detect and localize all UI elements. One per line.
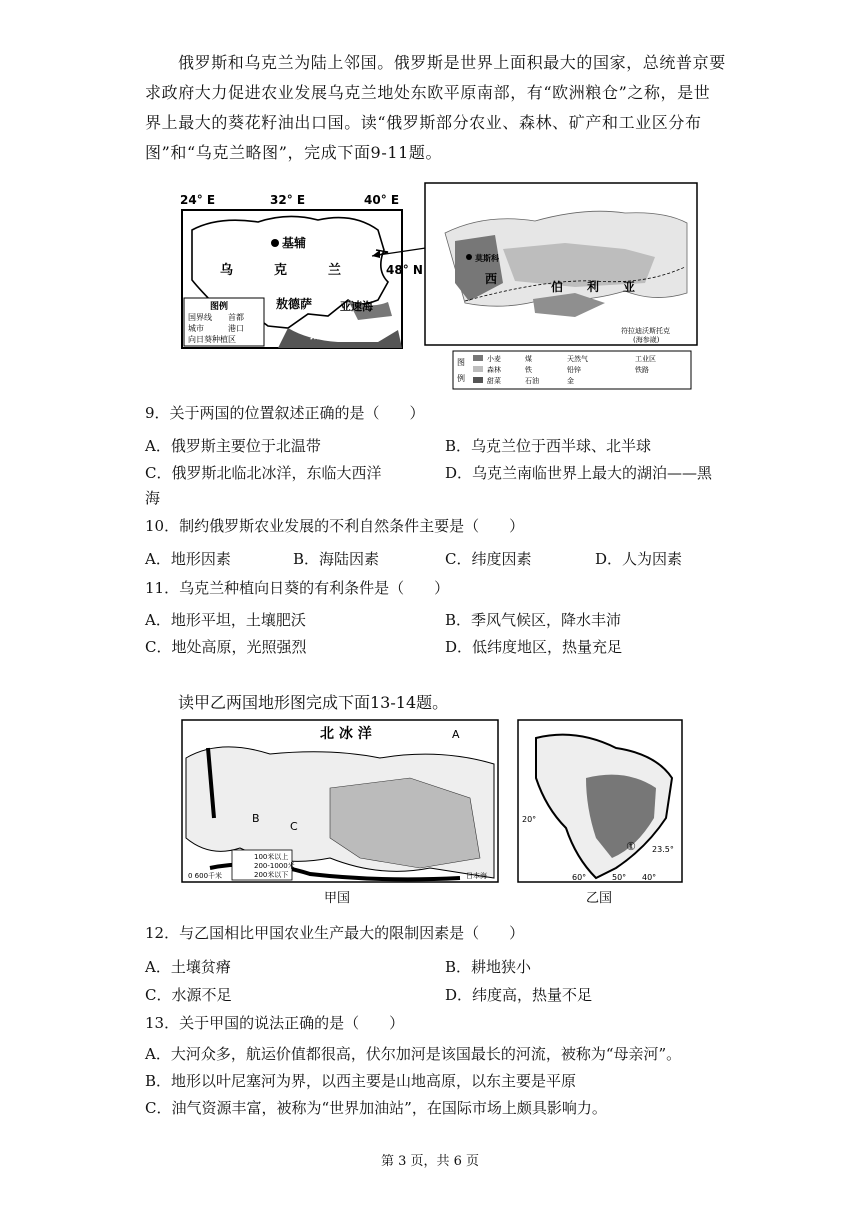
- q12-option-c: C．水源不足: [145, 986, 232, 1004]
- q10-option-c: C．纬度因素: [445, 550, 532, 568]
- map1-legend-1: 国界线: [188, 313, 212, 322]
- q9-option-b: B．乌克兰位于西半球、北半球: [445, 437, 652, 455]
- map4-lon2: 50°: [612, 873, 627, 882]
- map2-moscow: 莫斯科: [475, 254, 499, 263]
- q12-stem: 12．与乙国相比甲国农业生产最大的限制因素是（ ）: [145, 924, 525, 942]
- q11-stem: 11．乌克兰种植向日葵的有利条件是（ ）: [145, 579, 450, 597]
- map1-legend-2: 首都: [228, 313, 244, 322]
- map1-country-3: 兰: [328, 263, 342, 278]
- map2-legend-3: 天然气: [567, 355, 588, 363]
- map2-region-2: 伯: [551, 280, 564, 294]
- page-footer: 第 3 页，共 6 页: [380, 1154, 480, 1169]
- russia-distribution-map: [425, 183, 700, 393]
- map1-legend-4: 港口: [228, 324, 244, 333]
- q9-option-d: D．乌克兰南临世界上最大的湖泊——黑: [445, 464, 713, 482]
- map2-legend-9: 甜菜: [487, 377, 501, 385]
- q11-option-c: C．地处高原，光照强烈: [145, 638, 307, 656]
- map4-lat2: 23.5°: [652, 845, 674, 854]
- ukraine-map: [178, 190, 423, 350]
- map1-capital: 基辅: [282, 236, 307, 250]
- intro-line-2: 求政府大力促进农业发展乌克兰地处东欧平原南部，有“欧洲粮仓”之称，是世: [145, 83, 711, 102]
- map3-legend-3: 200米以下: [254, 871, 289, 879]
- q10-option-b: B．海陆因素: [293, 550, 380, 568]
- intro-line-3: 界上最大的葵花籽油出口国。读“俄罗斯部分农业、森林、矿产和工业区分布: [145, 113, 702, 132]
- map1-lat: 48° N: [386, 263, 423, 277]
- map3-legend-1: 100米以上: [254, 853, 289, 861]
- intro-line-4: 图”和“乌克兰略图”，完成下面9-11题。: [145, 143, 443, 162]
- q11-option-b: B．季风气候区，降水丰沛: [445, 611, 622, 629]
- intro-line-1: 俄罗斯和乌克兰为陆上邻国。俄罗斯是世界上面积最大的国家，总统普京要: [178, 53, 726, 72]
- q11-option-a: A．地形平坦，土壤肥沃: [145, 611, 306, 629]
- map3-ocean: 北 冰 洋: [320, 726, 372, 742]
- map1-lon1: 24° E: [180, 193, 216, 207]
- map4-lon3: 40°: [642, 873, 657, 882]
- map3-sea-jp: 日本海: [466, 872, 487, 880]
- map2-legend-title-2: 例: [457, 374, 465, 383]
- map3-caption: 甲国: [324, 891, 351, 906]
- map2-legend-title-1: 图: [457, 358, 465, 367]
- q13-option-c: C．油气资源丰富，被称为“世界加油站”，在国际市场上颇具影响力。: [145, 1099, 607, 1117]
- q13-stem: 13．关于甲国的说法正确的是（ ）: [145, 1014, 405, 1032]
- map2-legend-10: 石油: [525, 377, 539, 385]
- map1-country-2: 克: [274, 263, 288, 278]
- map2-region-1: 西: [485, 272, 498, 286]
- map2-region-4: 亚: [623, 280, 636, 294]
- map2-legend-7: 铅锌: [567, 366, 581, 374]
- country-a-terrain-map: [180, 718, 500, 908]
- map2-legend-2: 煤: [525, 355, 532, 363]
- map3-legend-2: 200-1000米: [254, 862, 295, 870]
- map1-sea2: 黑: [310, 327, 323, 341]
- map2-legend-11: 金: [567, 377, 574, 385]
- map1-sea1: 亚速海: [340, 300, 373, 313]
- q10-option-a: A．地形因素: [145, 550, 231, 568]
- map1-lon3: 40° E: [364, 193, 400, 207]
- map4-lon1: 60°: [572, 873, 587, 882]
- map2-legend-1: 小麦: [487, 355, 501, 363]
- map3-mark-c: C: [290, 820, 298, 833]
- map1-lon2: 32° E: [270, 193, 306, 207]
- map2-legend-4: 工业区: [635, 355, 656, 363]
- q9-option-a: A．俄罗斯主要位于北温带: [145, 437, 321, 455]
- q12-option-a: A．土壤贫瘠: [145, 958, 231, 976]
- map1-city: 敖德萨: [276, 297, 313, 311]
- country-b-terrain-map: [516, 718, 686, 908]
- q9-option-c: C．俄罗斯北临北冰洋，东临大西洋: [145, 464, 382, 482]
- q9-stem: 9．关于两国的位置叙述正确的是（ ）: [145, 404, 425, 422]
- map1-country-1: 乌: [220, 263, 234, 278]
- q12-option-d: D．纬度高，热量不足: [445, 986, 593, 1004]
- map2-port: 符拉迪沃斯托克: [621, 327, 670, 335]
- map1-legend-5: 向日葵种植区: [188, 335, 236, 344]
- map2-port2: (海参崴): [633, 336, 660, 344]
- map4-mark: ①: [626, 840, 636, 853]
- map2-legend-8: 铁路: [635, 366, 649, 374]
- q10-stem: 10．制约俄罗斯农业发展的不利自然条件主要是（ ）: [145, 517, 525, 535]
- map1-legend-3: 城市: [188, 324, 204, 333]
- map2-legend-6: 铁: [525, 366, 532, 374]
- q13-option-b: B．地形以叶尼塞河为界，以西主要是山地高原，以东主要是平原: [145, 1072, 577, 1090]
- map3-scale: 0 600千米: [188, 872, 223, 880]
- q12-option-b: B．耕地狭小: [445, 958, 532, 976]
- map1-sea3: 海: [364, 327, 377, 341]
- intro2: 读甲乙两国地形图完成下面13-14题。: [178, 693, 449, 712]
- q9-option-d-cont: 海: [145, 489, 161, 507]
- map2-legend-5: 森林: [487, 366, 501, 374]
- map4-caption: 乙国: [586, 891, 613, 906]
- q10-option-d: D．人为因素: [595, 550, 683, 568]
- map4-lat1: 20°: [522, 815, 537, 824]
- map2-region-3: 利: [587, 280, 600, 294]
- map3-mark-b: B: [252, 812, 260, 825]
- map3-mark-a: A: [452, 728, 460, 741]
- map1-legend-title: 图例: [210, 302, 229, 312]
- q13-option-a: A．大河众多，航运价值都很高，伏尔加河是该国最长的河流，被称为“母亲河”。: [145, 1045, 682, 1063]
- q11-option-d: D．低纬度地区，热量充足: [445, 638, 623, 656]
